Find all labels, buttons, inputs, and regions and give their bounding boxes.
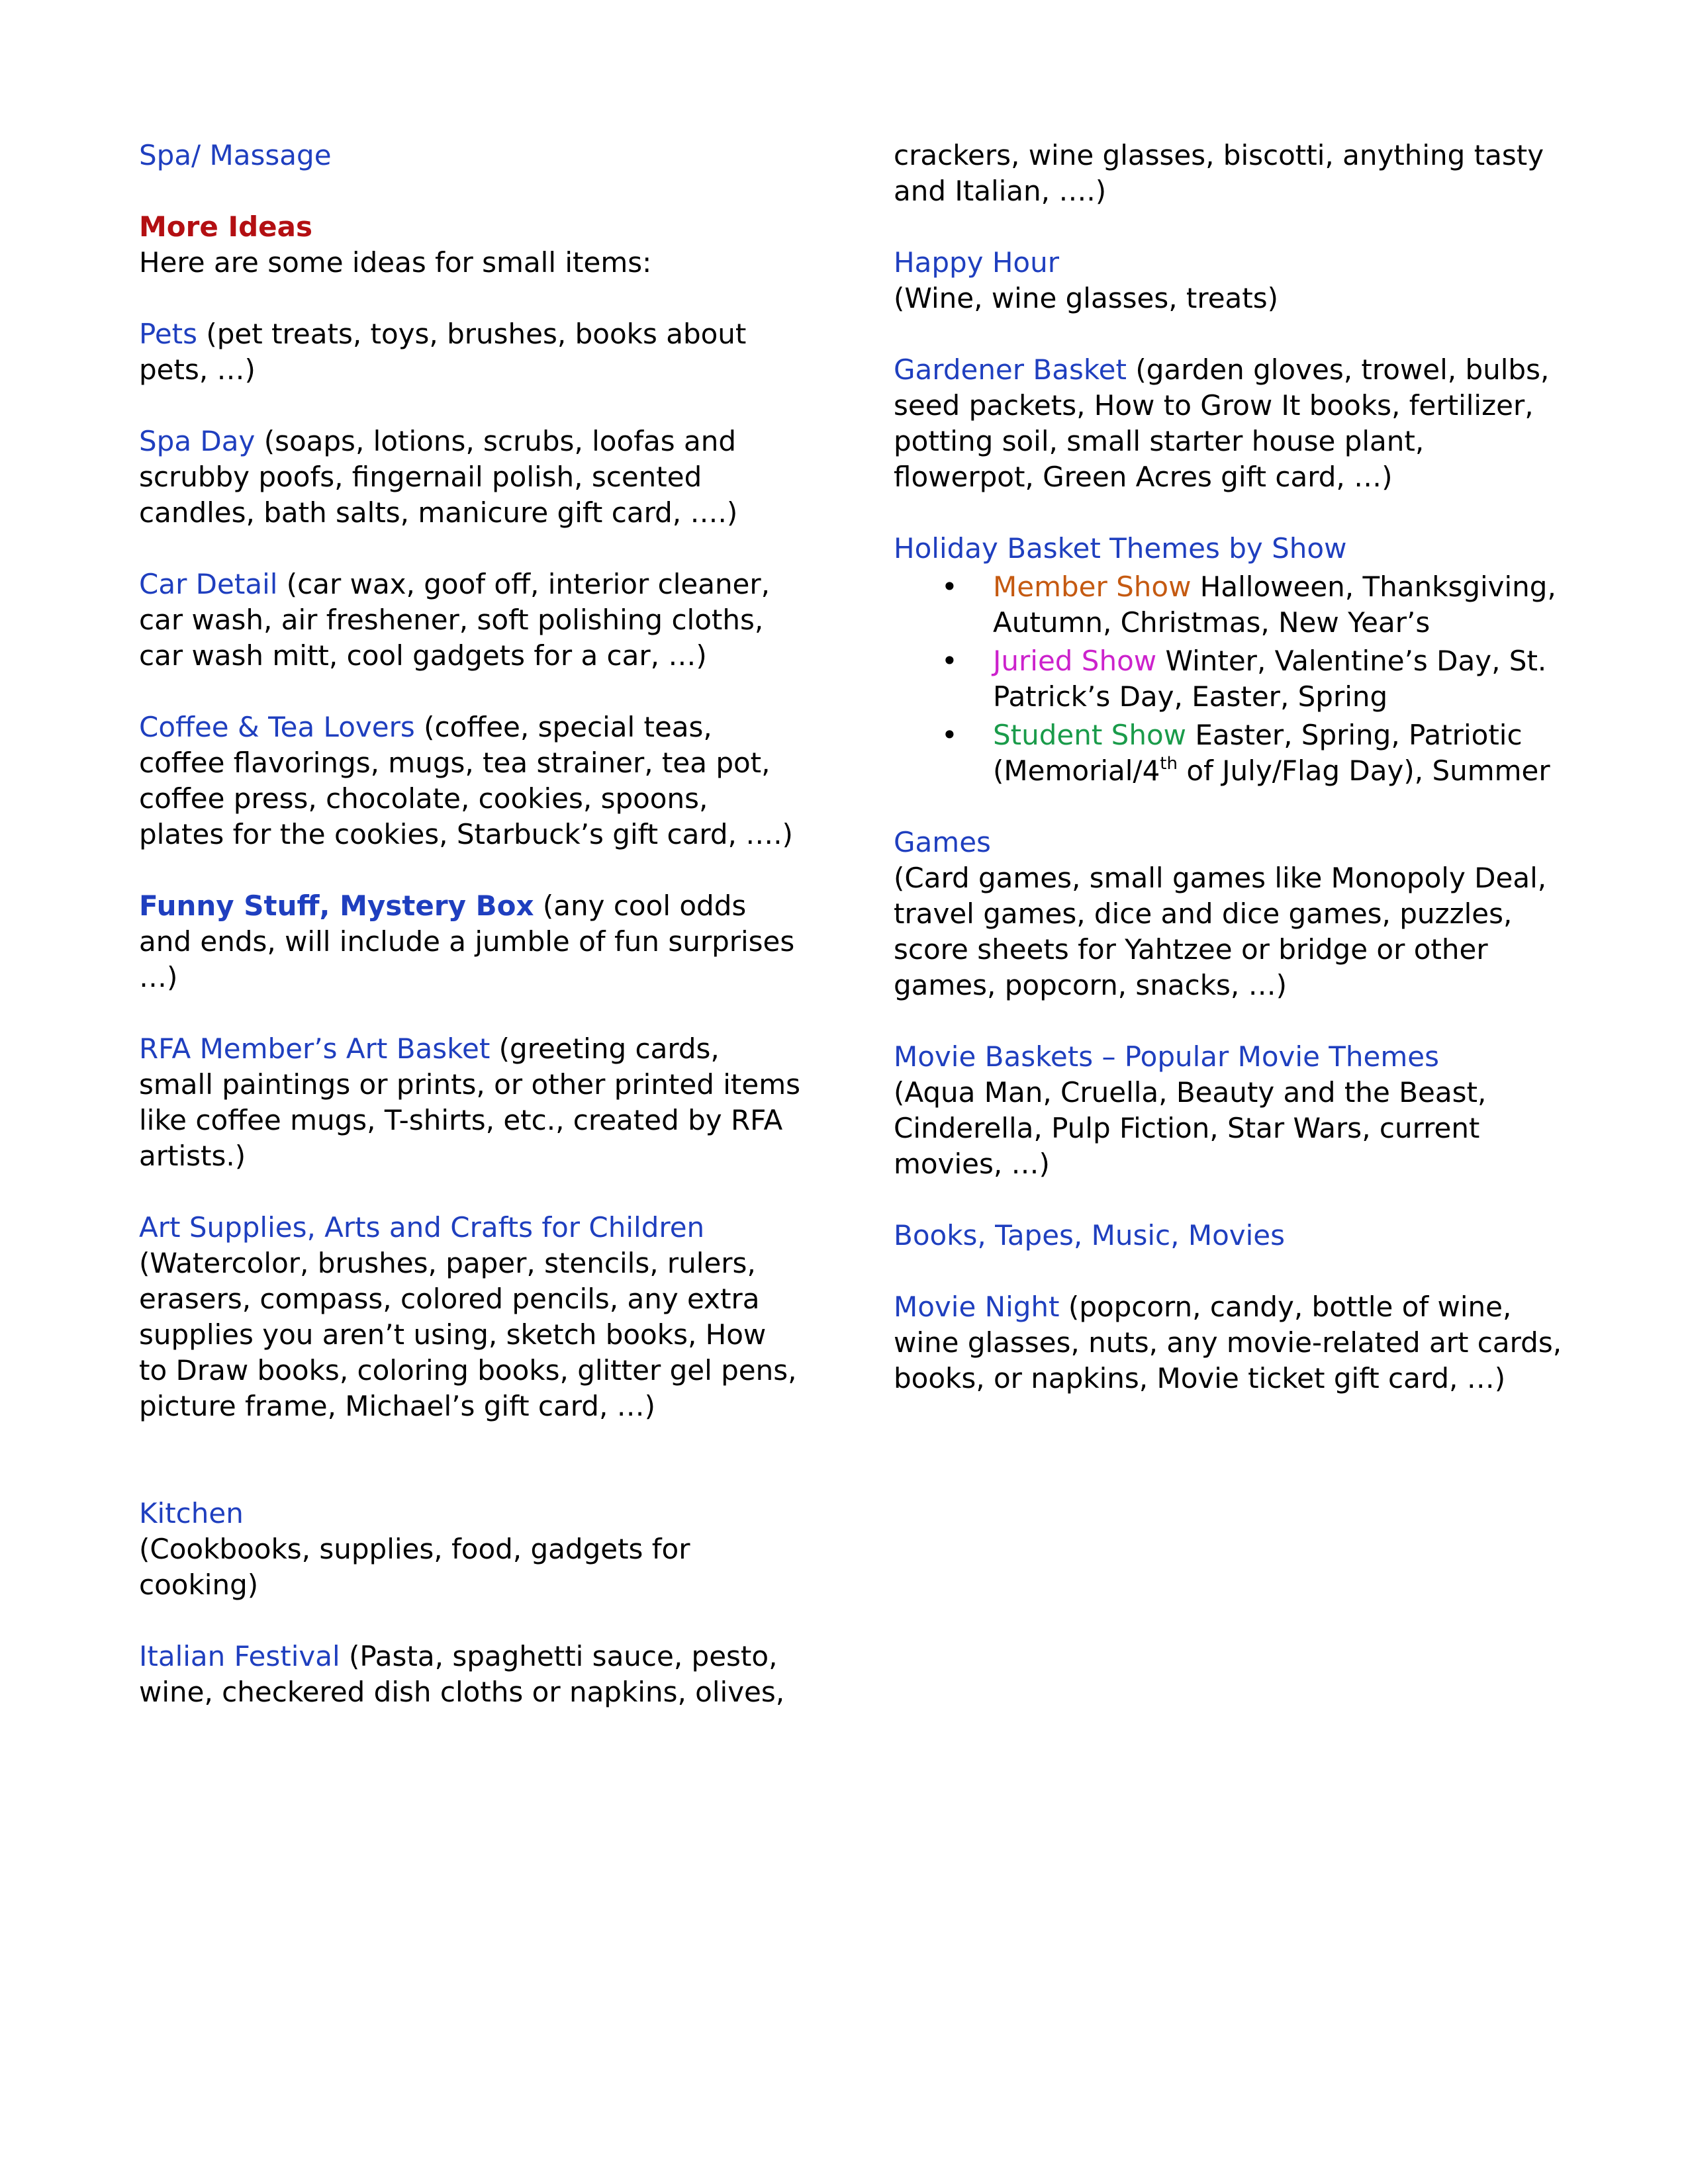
- coffee-tea-entry: [139, 709, 801, 852]
- coffee-tea-desc: (coffee, special teas, coffee flavorings, mugs, tea strainer, tea pot, coffee press, chocolate, cookies, spoons, plates for the cookies, Starbuck’s gift card, ….): [139, 711, 793, 850]
- movie-night-desc: (popcorn, candy, bottle of wine, wine glasses, nuts, any movie-related art cards, books, or napkins, Movie ticket gift card, …): [894, 1291, 1562, 1394]
- italian-entry: [139, 1639, 801, 1710]
- coffee-tea-title: Coffee & Tea Lovers: [139, 711, 415, 743]
- right-column: [894, 138, 1569, 1432]
- student-show-text-b: of July/Flag Day), Summer: [1177, 754, 1550, 787]
- car-detail-entry: [139, 567, 801, 674]
- movie-baskets-entry: [894, 1039, 1569, 1182]
- gardener-title: Gardener Basket: [894, 353, 1127, 386]
- list-item: [894, 717, 1569, 789]
- pets-title: Pets: [139, 318, 198, 350]
- italian-continued: crackers, wine glasses, biscotti, anything tasty and Italian, ….): [894, 139, 1544, 207]
- happy-hour-title: Happy Hour: [894, 246, 1060, 279]
- holiday-list: [894, 569, 1569, 789]
- pets-desc: (pet treats, toys, brushes, books about pets, …): [139, 318, 747, 386]
- art-supplies-desc: (Watercolor, brushes, paper, stencils, rulers, erasers, compass, colored pencils, any extra supplies you aren’t using, sketch books, How to Draw books, coloring books, glitter gel pens, picture frame, Michael’s gift card, …): [139, 1247, 797, 1422]
- funny-stuff-entry: [139, 888, 801, 995]
- spa-day-entry: [139, 424, 801, 531]
- games-desc: (Card games, small games like Monopoly Deal, travel games, dice and dice games, puzzles, score sheets for Yahtzee or bridge or other games, popcorn, snacks, …): [894, 862, 1547, 1001]
- games-entry: [894, 825, 1569, 1003]
- movie-baskets-desc: (Aqua Man, Cruella, Beauty and the Beast, Cinderella, Pulp Fiction, Star Wars, current movies, …): [894, 1076, 1487, 1180]
- kitchen-entry: [139, 1496, 801, 1603]
- happy-hour-entry: [894, 245, 1569, 316]
- funny-stuff-title: Funny Stuff, Mystery Box: [139, 889, 534, 922]
- holiday-section: [894, 531, 1569, 789]
- spa-day-desc: (soaps, lotions, scrubs, loofas and scrubby poofs, fingernail polish, scented candles, bath salts, manicure gift card, ….): [139, 425, 738, 529]
- spacer: [139, 1460, 801, 1496]
- art-supplies-title: Art Supplies, Arts and Crafts for Children: [139, 1211, 705, 1244]
- car-detail-title: Car Detail: [139, 568, 278, 600]
- games-title: Games: [894, 826, 991, 858]
- books-heading: Books, Tapes, Music, Movies: [894, 1219, 1286, 1251]
- movie-night-title: Movie Night: [894, 1291, 1060, 1323]
- movie-baskets-title: Movie Baskets – Popular Movie Themes: [894, 1040, 1440, 1073]
- bullet-icon: •: [941, 645, 958, 677]
- gardener-entry: [894, 352, 1569, 495]
- bullet-icon: •: [941, 719, 958, 751]
- kitchen-desc: (Cookbooks, supplies, food, gadgets for cooking): [139, 1533, 690, 1601]
- funny-stuff-desc: (any cool odds and ends, will include a jumble of fun surprises …): [139, 889, 795, 993]
- member-show-text: Halloween, Thanksgiving, Autumn, Christmas, New Year’s: [993, 570, 1556, 639]
- art-supplies-entry: [139, 1210, 801, 1424]
- juried-show-text: Winter, Valentine’s Day, St. Patrick’s Day, Easter, Spring: [993, 645, 1547, 713]
- list-item: [894, 643, 1569, 715]
- spa-day-title: Spa Day: [139, 425, 256, 457]
- rfa-member-desc: (greeting cards, small paintings or prints, or other printed items like coffee mugs, T-shirts, etc., created by RFA artists.): [139, 1032, 800, 1172]
- gardener-desc: (garden gloves, trowel, bulbs, seed packets, How to Grow It books, fertilizer, potting soil, small starter house plant, flowerpot, Green Acres gift card, …): [894, 353, 1550, 493]
- more-ideas-section: [139, 209, 801, 281]
- movie-night-entry: [894, 1289, 1569, 1396]
- rfa-member-title: RFA Member’s Art Basket: [139, 1032, 491, 1065]
- happy-hour-desc: (Wine, wine glasses, treats): [894, 282, 1279, 314]
- list-item: [894, 569, 1569, 641]
- more-ideas-heading: More Ideas: [139, 210, 312, 243]
- more-ideas-intro: Here are some ideas for small items:: [139, 246, 652, 279]
- juried-show-label: Juried Show: [993, 645, 1157, 677]
- member-show-label: Member Show: [993, 570, 1192, 603]
- student-show-text-a: Easter, Spring, Patriotic (Memorial/4: [993, 719, 1523, 787]
- bullet-icon: •: [941, 570, 958, 603]
- italian-desc: (Pasta, spaghetti sauce, pesto, wine, checkered dish cloths or napkins, olives,: [139, 1640, 785, 1708]
- car-detail-desc: (car wax, goof off, interior cleaner, car wash, air freshener, soft polishing cloths, car wash mitt, cool gadgets for a car, …): [139, 568, 771, 672]
- left-column: [139, 138, 801, 1746]
- holiday-title: Holiday Basket Themes by Show: [894, 532, 1347, 565]
- pets-entry: [139, 316, 801, 388]
- student-show-label: Student Show: [993, 719, 1187, 751]
- kitchen-title: Kitchen: [139, 1497, 244, 1529]
- student-show-sup: th: [1160, 754, 1178, 774]
- italian-title: Italian Festival: [139, 1640, 340, 1672]
- rfa-member-entry: [139, 1031, 801, 1174]
- spa-massage-heading: Spa/ Massage: [139, 139, 332, 171]
